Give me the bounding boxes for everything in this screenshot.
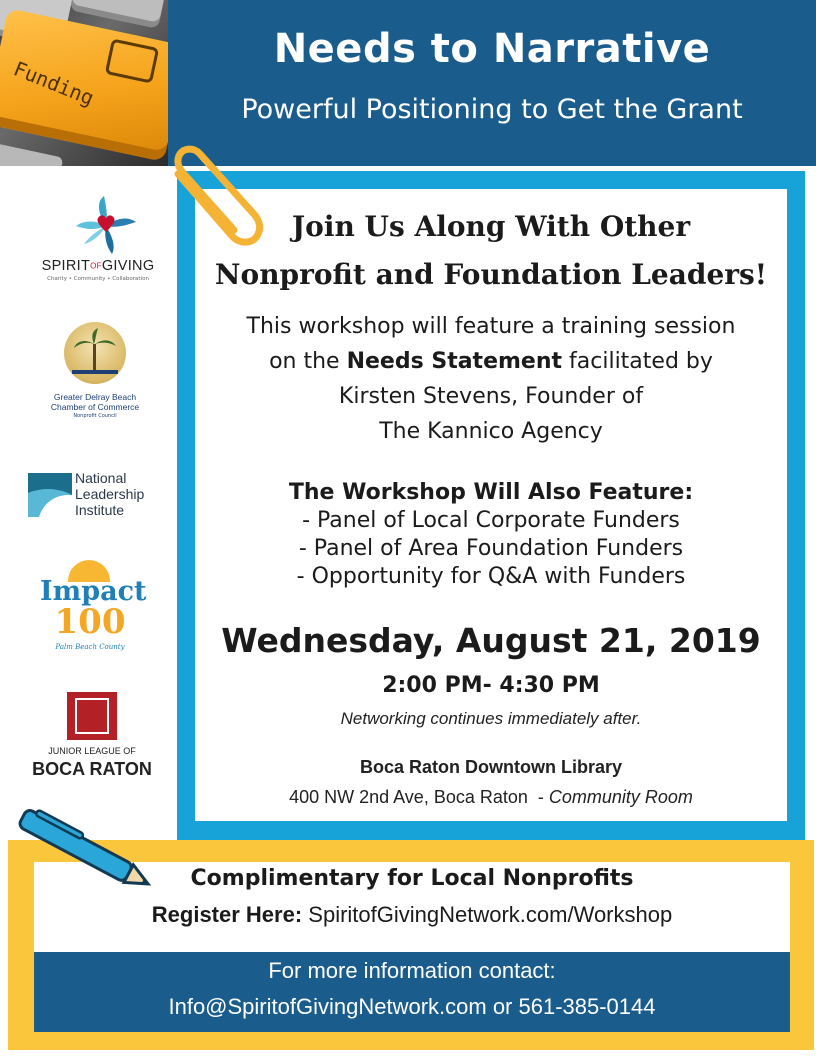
workshop-intro: This workshop will feature a training session on the Needs Statement facilitated by Kirsten Stevens, Founder of The Kannico Agency	[246, 314, 736, 444]
features-heading: The Workshop Will Also Feature:	[288, 480, 694, 505]
venue-name: Boca Raton Downtown Library	[359, 757, 622, 777]
flower-heart-icon	[76, 196, 136, 254]
paperclip-icon	[160, 144, 270, 254]
page-title: Needs to Narrative	[273, 26, 711, 72]
money-hand-icon	[105, 38, 159, 83]
nli-name: National Leadership Institute	[75, 470, 145, 518]
contact-heading: For more information contact:	[268, 958, 556, 983]
wave-mark-icon	[28, 473, 72, 517]
spirit-of-giving-logo	[18, 196, 178, 286]
page-subtitle: Powerful Positioning to Get the Grant	[241, 94, 743, 125]
delray-chamber-logo	[40, 322, 150, 432]
funding-key-label: Funding	[10, 56, 98, 111]
complimentary-text: Complimentary for Local Nonprofits	[190, 866, 634, 891]
networking-note: Networking continues immediately after.	[340, 709, 642, 728]
event-time: 2:00 PM- 4:30 PM	[382, 673, 600, 698]
event-details-panel	[177, 171, 805, 840]
funding-keyboard-image	[0, 0, 168, 166]
impact-100-logo: Impact 100 Palm Beach County	[40, 560, 140, 656]
join-heading: Join Us Along With Other Nonprofit and Foundation Leaders!	[214, 210, 768, 291]
register-line: Register Here: SpiritofGivingNetwork.com/Workshop	[151, 902, 673, 927]
contact-details[interactable]: Info@SpiritofGivingNetwork.com or 561-385-0144	[168, 994, 656, 1019]
delray-chamber-text: Greater Delray Beach Chamber of Commerce	[50, 392, 140, 412]
feature-item: - Panel of Area Foundation Funders	[298, 536, 684, 561]
junior-league-mark-icon	[67, 692, 117, 740]
spirit-of-giving-tagline: Charity • Community • Collaboration	[47, 276, 149, 282]
feature-item: - Panel of Local Corporate Funders	[302, 508, 680, 533]
national-leadership-institute-logo	[28, 470, 168, 520]
venue-address: 400 NW 2nd Ave, Boca Raton - Community Room	[289, 787, 693, 807]
spirit-of-giving-name: SPIRITOFGIVING	[41, 258, 155, 274]
junior-league-logo: JUNIOR LEAGUE OF BOCA RATON	[26, 692, 156, 782]
palm-tree-badge-icon	[64, 322, 126, 384]
delray-chamber-council: Nonprofit Council	[73, 413, 117, 419]
event-date: Wednesday, August 21, 2019	[221, 621, 761, 660]
feature-item: - Opportunity for Q&A with Funders	[296, 564, 686, 589]
register-link[interactable]: SpiritofGivingNetwork.com/Workshop	[308, 902, 673, 927]
header-banner	[168, 0, 816, 166]
pen-icon	[4, 806, 164, 896]
